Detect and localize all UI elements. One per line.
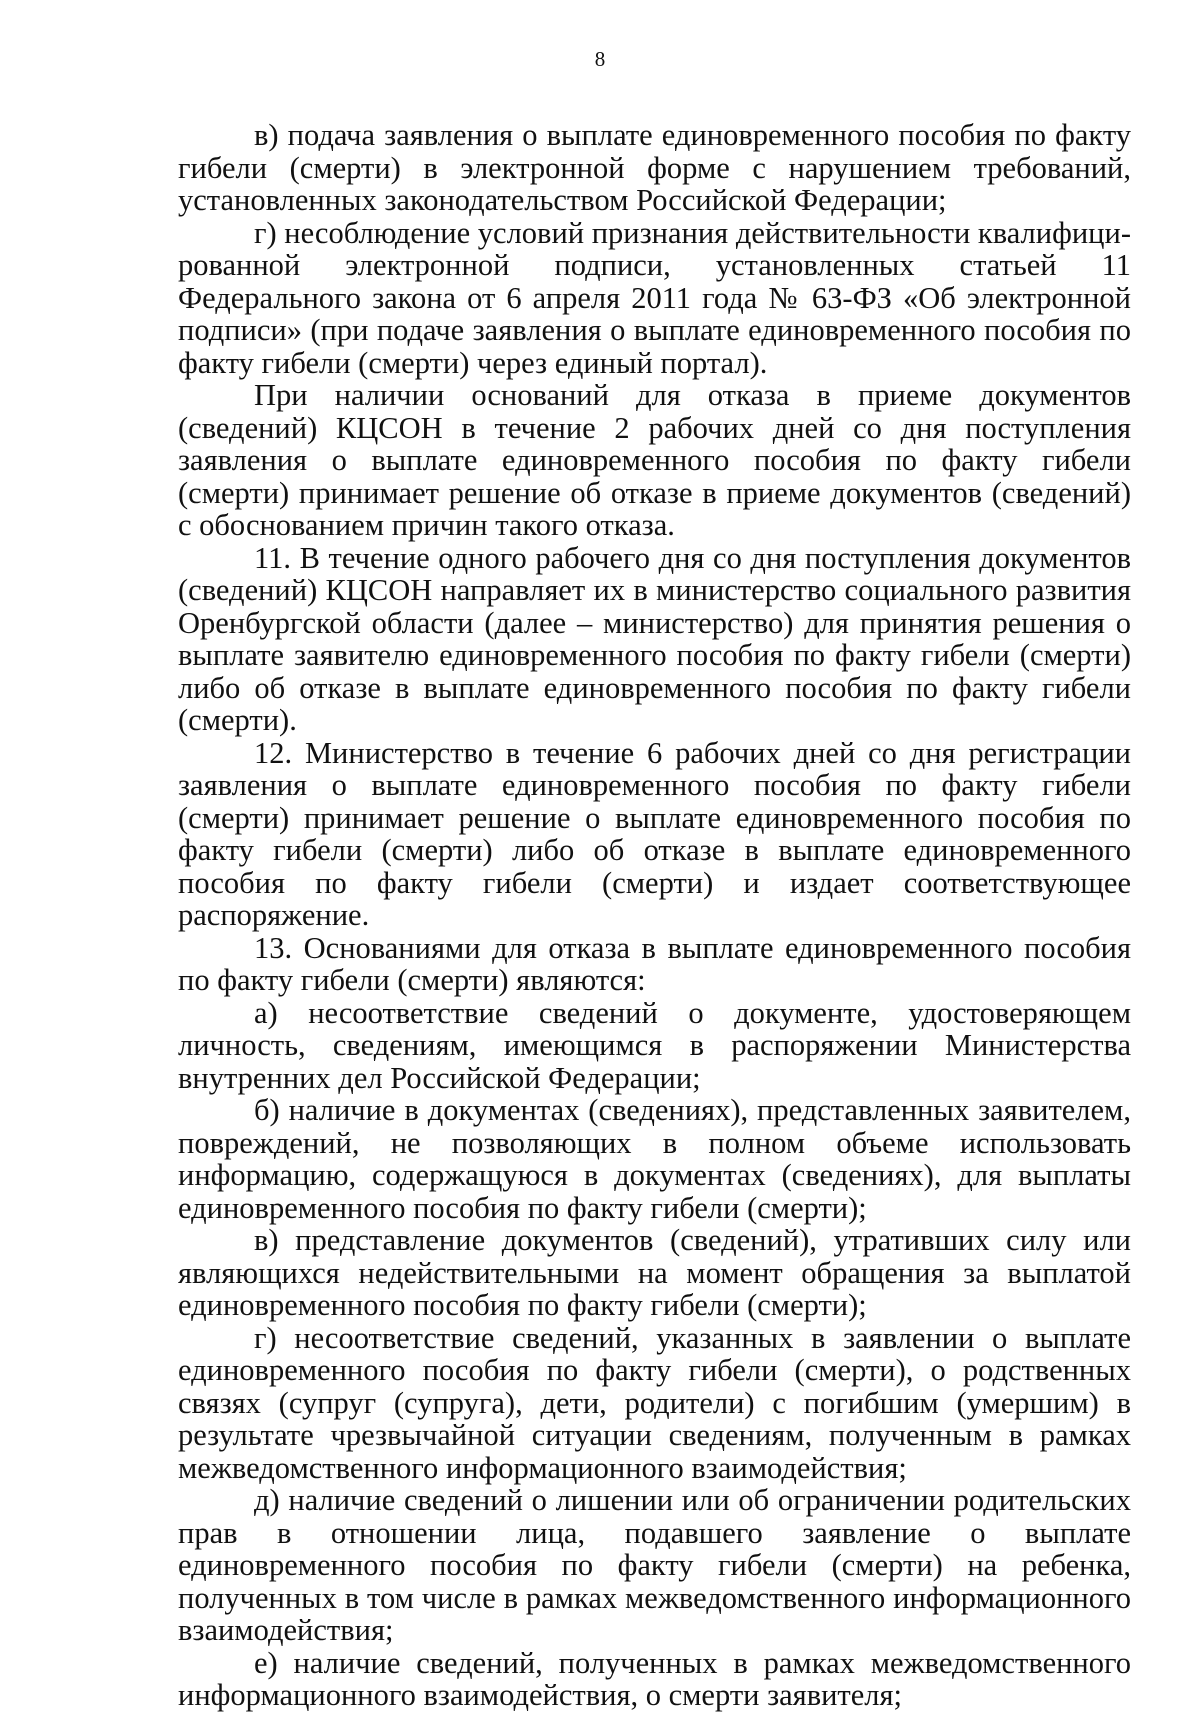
paragraph-v-electronic-form: в) подача заявления о выплате единовременного пособия по факту гибели (смерти) в электронной форме с нарушением требований, установленных законодательством Российской Федерации; [178,118,1131,217]
paragraph-13-v: в) представление документов (сведений), утративших силу или являющихся недействительными на момент обращения за выплатой единовременного пособия по факту гибели (смерти); [178,1223,1131,1322]
paragraph-12: 12. Министерство в течение 6 рабочих дней со дня регистрации заявления о выплате единовременного пособия по факту гибели (смерти) принимает решение о выплате единовременного пособия по факту гибели (смерти) либо об отказе в выплате единовременного пособия по факту гибели (смерти) и издает соответствующее распоряжение. [178,735,1131,932]
paragraph-13-a: а) несоответствие сведений о документе, удостоверяющем личность, сведениям, имеющимся в распоряжении Министерства внутренних дел Российской Федерации; [178,995,1131,1095]
paragraph-11: 11. В течение одного рабочего дня со дня поступления документов (сведений) КЦСОН направляет их в министерство социального развития Оренбургской области (далее – министерство) для принятия решения о выплате заявителю единовременного пособия по факту гибели (смерти) либо об отказе в выплате единовременного пособия по факту гибели (смерти). [178,540,1131,737]
paragraph-13-b: б) наличие в документах (сведениях), представленных заявителем, повреждений, не позволяющих в полном объеме использовать информацию, содержащуюся в документах (сведениях), для выплаты единовременного пособия по факту гибели (смерти); [178,1093,1131,1225]
paragraph-13: 13. Основаниями для отказа в выплате единовременного пособия по факту гибели (смерти) являются: [178,930,1131,997]
paragraph-refusal-grounds: При наличии оснований для отказа в приеме документов (сведений) КЦСОН в течение 2 рабочих дней со дня поступления заявления о выплате единовременного пособия по факту гибели (смерти) принимает решение об отказе в приеме документов (сведений) с обоснованием причин такого отказа. [178,378,1131,542]
page-number: 8 [594,47,606,71]
paragraph-13-g: г) несоответствие сведений, указанных в заявлении о выплате единовременного пособия по факту гибели (смерти), о родственных связях (супруг (супруга), дети, родители) с погибшим (умершим) в результате чрезвычайной ситуации сведениям, полученным в рамках межведомственного информационного взаимодействия; [178,1320,1131,1485]
paragraph-13-d: д) наличие сведений о лишении или об ограничении родительских прав в отношении лица, подавшего заявление о выплате единовременного пособия по факту гибели (смерти) на ребенка, полученных в том числе в рамках межведомственного информационного взаимодействия; [178,1483,1131,1647]
document-body [178,119,1131,1712]
paragraph-g-electronic-signature: г) несоблюдение условий признания действительности квалифицированной электронной подписи, установленных статьей 11 Федерального закона от 6 апреля 2011 года № 63-ФЗ «Об электронной подписи» (при подаче заявления о выплате единовременного пособия по факту гибели (смерти) через единый портал). [178,215,1131,380]
paragraph-13-e: е) наличие сведений, полученных в рамках межведомственного информационного взаимодействия, о смерти заявителя; [178,1645,1131,1712]
